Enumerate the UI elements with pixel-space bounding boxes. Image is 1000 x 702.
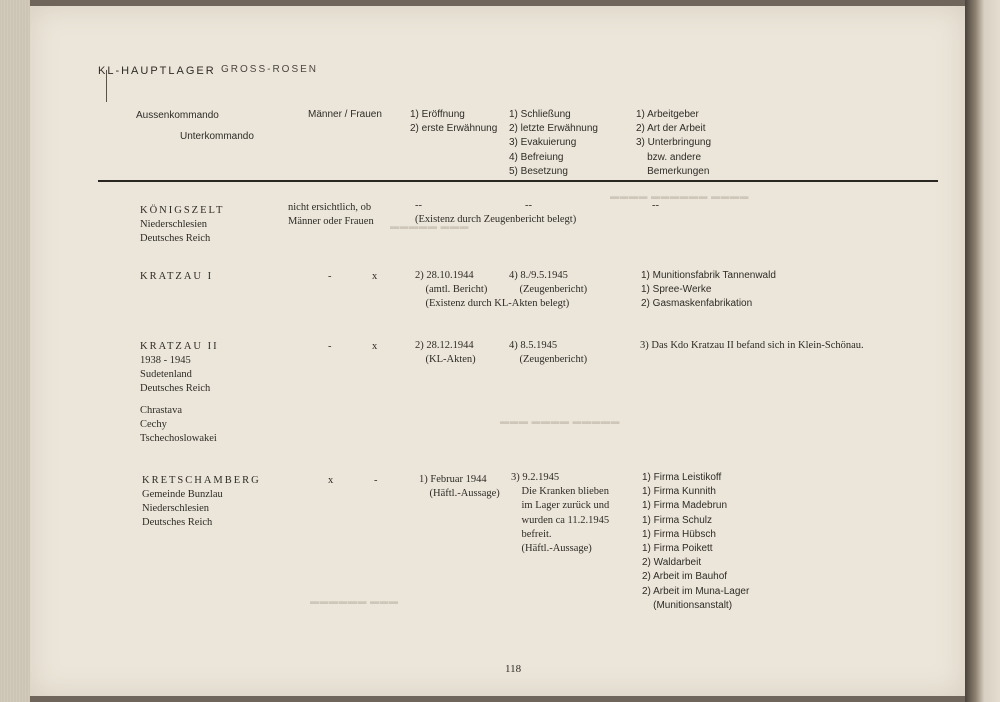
entry-work: 1) Firma Leistikoff 1) Firma Kunnith 1) Firma Madebrun 1) Firma Schulz 1) Firma Hübsch 1) Firma Poikett 2) Waldarbeit 2) Arbeit im Bauhof 2) Arbeit im Muna-Lager (Munitionsanstalt) bbox=[642, 472, 750, 611]
entry-closing: 3) 9.2.1945 Die Kranken blieben im Lager zurück und wurden ca 11.2.1945 befreit. (Häftl.-Aussage) bbox=[511, 472, 610, 555]
entry-closing: 4) 8.5.1945 (Zeugenbericht) bbox=[509, 340, 588, 366]
entry-opening: 2) 28.12.1944 (KL-Akten) bbox=[415, 340, 476, 366]
entry-place: Niederschlesien Deutsches Reich bbox=[140, 219, 211, 245]
show-through-text-4: ▬▬▬▬▬▬ ▬▬▬ bbox=[310, 596, 399, 606]
entry-name: KÖNIGSZELT bbox=[140, 205, 225, 216]
entry-gender: nicht ersichtlich, ob Männer oder Frauen bbox=[288, 202, 374, 228]
entry-opening: -- (Existenz durch Zeugenbericht belegt) bbox=[415, 200, 577, 226]
show-through-text-3: ▬▬▬ ▬▬▬▬ ▬▬▬▬▬ bbox=[500, 416, 621, 426]
entry-women: - bbox=[374, 475, 378, 486]
entry-name: KRETSCHAMBERG bbox=[142, 475, 261, 486]
entry-women: x bbox=[372, 341, 378, 352]
book-page-edges bbox=[0, 0, 30, 702]
entry-work: 3) Das Kdo Kratzau II befand sich in Klein-Schönau. bbox=[640, 340, 864, 351]
col-header-unterkommando: Unterkommando bbox=[180, 131, 254, 142]
entry-place: Gemeinde Bunzlau Niederschlesien Deutsches Reich bbox=[142, 489, 223, 529]
camp-name: GROSS-ROSEN bbox=[221, 64, 319, 75]
camp-title: KL-HAUPTLAGER bbox=[98, 65, 216, 77]
entry-men: x bbox=[328, 475, 334, 486]
col-header-aussenkommando: Aussenkommando bbox=[136, 110, 219, 121]
entry-work: -- bbox=[652, 200, 659, 211]
col-header-opening: 1) Eröffnung 2) erste Erwähnung bbox=[410, 109, 498, 135]
col-header-closing: 1) Schließung 2) letzte Erwähnung 3) Evakuierung 4) Befreiung 5) Besetzung bbox=[509, 109, 598, 177]
entry-name: KRATZAU I bbox=[140, 271, 214, 282]
header-rule bbox=[98, 180, 938, 182]
entry-women: x bbox=[372, 271, 378, 282]
entry-men: - bbox=[328, 271, 332, 282]
entry-opening: 1) Februar 1944 (Häftl.-Aussage) bbox=[419, 474, 500, 500]
entry-closing: 4) 8./9.5.1945 (Zeugenbericht) bbox=[509, 270, 588, 296]
entry-work: 1) Munitionsfabrik Tannenwald 1) Spree-Werke 2) Gasmaskenfabrikation bbox=[641, 270, 776, 310]
entry-closing: -- bbox=[525, 200, 532, 211]
entry-opening: 2) 28.10.1944 (amtl. Bericht) (Existenz durch KL-Akten belegt) bbox=[415, 270, 570, 310]
entry-name: KRATZAU II bbox=[140, 341, 219, 352]
show-through-text-1: ▬▬▬▬ ▬▬▬▬▬▬ ▬▬▬▬ bbox=[610, 191, 750, 201]
entry-men: - bbox=[328, 341, 332, 352]
col-header-gender: Männer / Frauen bbox=[308, 109, 382, 120]
col-header-employer: 1) Arbeitgeber 2) Art der Arbeit 3) Unterbringung bzw. andere Bemerkungen bbox=[636, 109, 712, 177]
entry-place-today: Chrastava Cechy Tschechoslowakei bbox=[140, 405, 217, 445]
show-through-text-2: ▬▬▬▬▬ ▬▬▬ bbox=[390, 221, 470, 231]
page-number: 118 bbox=[505, 663, 522, 675]
entry-place: 1938 - 1945 Sudetenland Deutsches Reich bbox=[140, 355, 211, 395]
facing-page-edge bbox=[965, 0, 1000, 702]
